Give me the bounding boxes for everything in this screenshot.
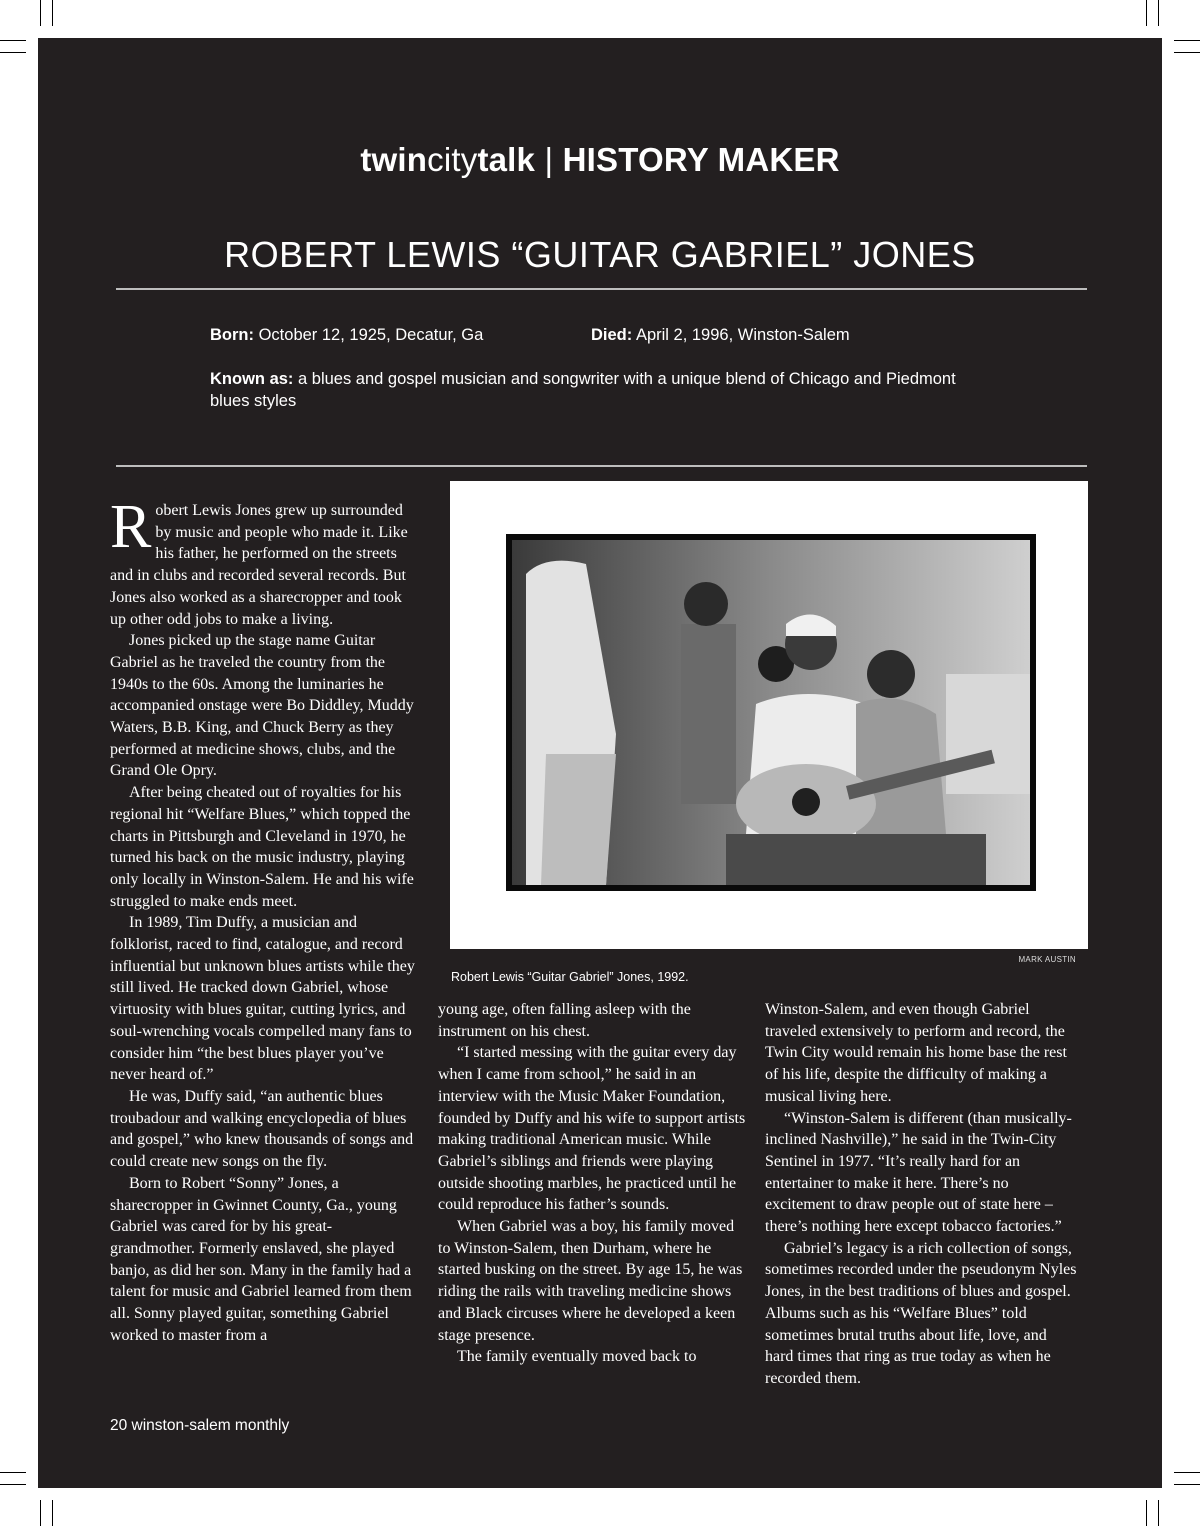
known-value: a blues and gospel musician and songwriter with a unique blend of Chicago and Piedmont blues styles (210, 370, 956, 410)
crop-mark (40, 0, 41, 26)
crop-mark (0, 40, 26, 41)
fact-died (591, 324, 850, 346)
paragraph: He was, Duffy said, “an authentic blues troubadour and walking encyclopedia of blues and gospel,” who knew thousands of songs and could create new songs on the fly. (110, 1087, 414, 1171)
article-title: ROBERT LEWIS “GUITAR GABRIEL” JONES (224, 234, 976, 275)
fact-born (210, 324, 483, 346)
brand-twin: twin (360, 141, 428, 178)
crop-mark (1146, 1500, 1147, 1526)
paragraph: “Winston-Salem is different (than musically-inclined Nashville),” he said in the Twin-City Sentinel in 1977. “It’s really hard for an entertainer to make it here. There’s no excitement to draw people out of state here – there’s nothing here except tobacco factories.” (765, 1109, 1072, 1236)
crop-mark (52, 1500, 53, 1526)
photo-image (506, 534, 1036, 891)
paragraph-text: obert Lewis Jones grew up surrounded by music and people who made it. Like his father, he performed on the streets and in clubs and recorded several records. But Jones also worked as a sharecropper and took up other odd jobs to make a living. (110, 502, 408, 628)
article-photo (450, 481, 1088, 949)
paragraph: After being cheated out of royalties for his regional hit “Welfare Blues,” which topped the charts in Pittsburgh and Cleveland in 1970, he turned his back on the music industry, playing only locally in Winston-Salem. He and his wife struggled to make ends meet. (110, 784, 414, 910)
divider-bottom (116, 465, 1087, 467)
brand-talk: talk (477, 141, 536, 178)
page-panel (38, 38, 1162, 1488)
article-column-1 (110, 493, 416, 1346)
crop-mark (1158, 0, 1159, 26)
masthead (38, 141, 1162, 179)
crop-mark (40, 1500, 41, 1526)
article-column-2 (438, 999, 750, 1368)
paragraph: Gabriel’s legacy is a rich collection of songs, sometimes recorded under the pseudonym Nyles Jones, in the best traditions of blues and gospel. Albums such as his “Welfare Blues” told sometimes brutal truths about life, love, and hard times that ring as true today as when he recorded them. (765, 1239, 1077, 1387)
crop-mark (1174, 1484, 1200, 1485)
paragraph: Winston-Salem, and even though Gabriel traveled extensively to perform and record, the Twin City would remain his home base the rest of his life, despite the difficulty of making a musical living here. (765, 1001, 1067, 1105)
crop-mark (1174, 52, 1200, 53)
paragraph: Jones picked up the stage name Guitar Gabriel as he traveled the country from the 1940s to the 60s. Among the luminaries he accompanied onstage were Bo Diddley, Muddy Waters, B.B. King, and Chuck Berry as they performed at medicine shows, clubs, and the Grand Ole Opry. (110, 632, 414, 780)
paragraph: “I started messing with the guitar every day when I came from school,” he said in an interview with the Music Maker Foundation, founded by Duffy and his wife to support artists making traditional American music. While Gabriel’s siblings and friends were playing outside shooting marbles, he practiced until he could reproduce his father’s sounds. (438, 1044, 746, 1214)
died-value: April 2, 1996, Winston-Salem (635, 326, 850, 344)
crop-mark (1158, 1500, 1159, 1526)
crop-mark (0, 52, 26, 53)
crop-mark (52, 0, 53, 26)
paragraph: In 1989, Tim Duffy, a musician and folklorist, raced to find, catalogue, and record influential but unknown blues artists while they still lived. He tracked down Gabriel, whose virtuosity with blues guitar, cutting lyrics, and soul-wrenching vocals compelled many fans to consider him “the best blues player you’ve never heard of.” (110, 914, 415, 1084)
crop-mark (1146, 0, 1147, 26)
masthead-separator: | (544, 141, 554, 178)
page-folio: 20 winston-salem monthly (110, 1417, 290, 1434)
photo-credit: MARK AUSTIN (1018, 955, 1076, 964)
paragraph: The family eventually moved back to (457, 1348, 697, 1366)
fact-known-as (210, 368, 990, 412)
brand-city: city (427, 141, 478, 178)
photo-caption: Robert Lewis “Guitar Gabriel” Jones, 1992. (451, 970, 689, 984)
paragraph: young age, often falling asleep with the instrument on his chest. (438, 1001, 691, 1040)
crop-mark (0, 1484, 26, 1485)
known-label: Known as: (210, 370, 294, 388)
born-value: October 12, 1925, Decatur, Ga (258, 326, 484, 344)
article-column-3 (765, 999, 1077, 1390)
paragraph: Born to Robert “Sonny” Jones, a sharecropper in Gwinnet County, Ga., young Gabriel was cared for by his great-grandmother. Formerly enslaved, she played banjo, as did her son. Many in the family had a talent for music and Gabriel learned from them all. Sonny played guitar, something Gabriel worked to master from a (110, 1174, 412, 1344)
crop-mark (1174, 40, 1200, 41)
died-label: Died: (591, 326, 633, 344)
born-label: Born: (210, 326, 254, 344)
drop-cap: R (110, 493, 152, 561)
divider-top (116, 288, 1087, 290)
paragraph: When Gabriel was a boy, his family moved to Winston-Salem, then Durham, where he started busking on the street. By age 15, he was riding the rails with traveling medicine shows and Black circuses where he developed a keen stage presence. (438, 1218, 743, 1344)
crop-mark (1174, 1472, 1200, 1473)
section-label: HISTORY MAKER (562, 141, 840, 178)
crop-mark (0, 1472, 26, 1473)
photo-scene (506, 534, 1036, 891)
paragraph (110, 493, 416, 630)
